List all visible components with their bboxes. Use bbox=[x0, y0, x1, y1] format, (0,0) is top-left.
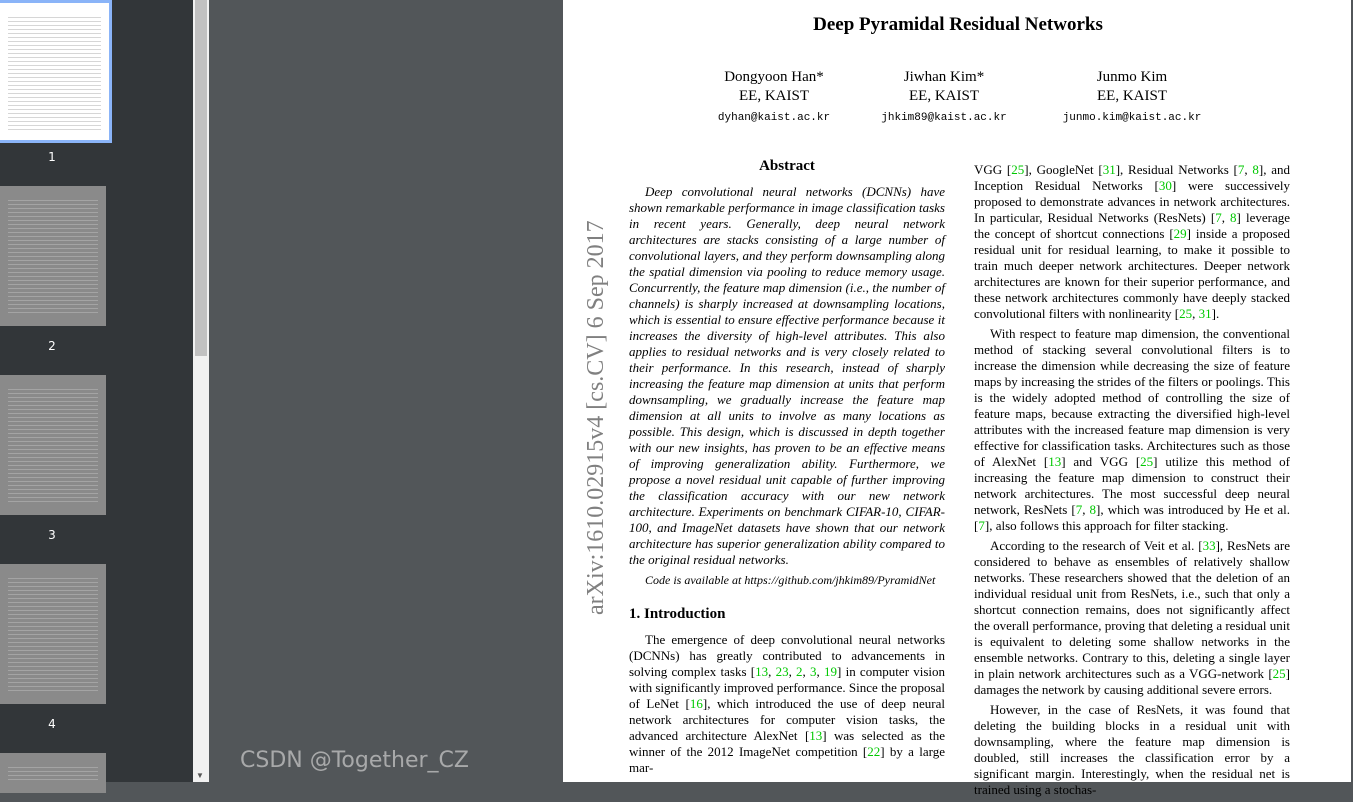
author-3 bbox=[1047, 68, 1217, 128]
citation-link[interactable]: 25 bbox=[1140, 454, 1154, 469]
citation-link[interactable]: 7 bbox=[1075, 502, 1083, 517]
watermark: CSDN @Together_CZ bbox=[240, 748, 469, 773]
paper-title: Deep Pyramidal Residual Networks bbox=[813, 14, 1103, 35]
author-email: jhkim89@kaist.ac.kr bbox=[881, 112, 1007, 124]
page-thumbnail-2[interactable] bbox=[0, 186, 106, 326]
author-name: Junmo Kim bbox=[1096, 69, 1168, 85]
citation-link[interactable]: 8 bbox=[1089, 502, 1097, 517]
left-column bbox=[629, 158, 945, 780]
sidebar-scrollbar[interactable] bbox=[193, 0, 209, 782]
citation-link[interactable]: 13 bbox=[1048, 454, 1062, 469]
page-thumbnail-3[interactable] bbox=[0, 375, 106, 515]
page-number-3: 3 bbox=[48, 528, 56, 542]
citation-link[interactable]: 25 bbox=[1179, 306, 1193, 321]
citation-link[interactable]: 25 bbox=[1011, 162, 1025, 177]
author-name: Dongyoon Han* bbox=[724, 69, 824, 85]
author-affiliation: EE, KAIST bbox=[909, 88, 979, 104]
citation-link[interactable]: 7 bbox=[1215, 210, 1222, 225]
citation-link[interactable]: 3 bbox=[810, 664, 817, 679]
pdf-page bbox=[563, 0, 1351, 797]
citation-link[interactable]: 25 bbox=[1272, 666, 1286, 681]
citation-link[interactable]: 8 bbox=[1252, 162, 1259, 177]
citation-link[interactable]: 16 bbox=[689, 696, 703, 711]
citation-link[interactable]: 31 bbox=[1102, 162, 1116, 177]
citation-link[interactable]: 13 bbox=[755, 664, 769, 679]
citation-link[interactable]: 13 bbox=[809, 728, 823, 743]
scrollbar-thumb[interactable] bbox=[195, 0, 207, 356]
citation-link[interactable]: 30 bbox=[1158, 178, 1172, 193]
introduction-heading: 1. Introduction bbox=[629, 606, 726, 622]
citation-link[interactable]: 7 bbox=[1237, 162, 1245, 177]
author-1 bbox=[689, 68, 859, 128]
code-note: Code is available at https://github.com/jhkim89/PyramidNet bbox=[645, 573, 936, 587]
paragraph: VGG [25], GoogleNet [31], Residual Networks [7, 8], and Inception Residual Networks [30] were successively proposed to demonstrate advances in network architectures. In particular, Residual Networks (ResNets) [7, 8] leverage the concept of shortcut connections [29] inside a proposed residual unit for residual learning, to make it possible to train much deeper network architectures. Deeper network architectures are known for their superior performance, and these network architectures commonly have deeply stacked convolutional filters with nonlinearity [25, 31]. bbox=[974, 162, 1291, 321]
page-number-4: 4 bbox=[48, 717, 56, 731]
citation-link[interactable]: 33 bbox=[1202, 538, 1216, 553]
citation-link[interactable]: 29 bbox=[1173, 226, 1187, 241]
author-name: Jiwhan Kim* bbox=[903, 69, 985, 85]
author-email: dyhan@kaist.ac.kr bbox=[717, 112, 831, 124]
page-thumbnail-4[interactable] bbox=[0, 564, 106, 704]
citation-link[interactable]: 23 bbox=[775, 664, 789, 679]
paragraph: According to the research of Veit et al. [33], ResNets are considered to behave as ensembles of relatively shallow networks. These researchers showed that the deletion of an individual residual unit from ResNets, i.e., such that only a shortcut connection remains, does not significantly affect the overall performance, proving that deleting a residual unit is equivalent to deleting some shallow networks in the ensemble networks. Contrary to this, deleting a single layer in plain network architectures such as a VGG-network [25] damages the network by causing additional severe errors. bbox=[974, 538, 1290, 697]
arxiv-stamp: arXiv:1610.02915v4 [cs.CV] 6 Sep 2017 bbox=[583, 220, 609, 615]
citation-link[interactable]: 7 bbox=[978, 518, 985, 533]
citation-link[interactable]: 22 bbox=[867, 744, 881, 759]
abstract-text: Deep convolutional neural networks (DCNNs) have shown remarkable performance in image classification tasks in recent years. Generally, deep neural network architectures are stacks consisting of a large number of convolutional layers, and they perform downsampling along the spatial dimension via pooling to reduce memory usage. Concurrently, the feature map dimension (i.e., the number of channels) is sharply increased at downsampling locations, which is essential to ensure effective performance because it increases the diversity of high-level attributes. This also applies to residual networks and is very closely related to their performance. In this research, instead of sharply increasing the feature map dimension at units that perform downsampling, we gradually increase the feature map dimension at all units to involve as many locations as possible. This design, which is discussed in depth together with our new insights, has proven to be an effective means of improving generalization ability. Furthermore, we propose a novel residual unit capable of further improving the classification accuracy with our new network architecture. Experiments on benchmark CIFAR-10, CIFAR-100, and ImageNet datasets have shown that our network architecture has superior generalization ability compared to the original residual networks. bbox=[629, 184, 945, 567]
page-number-1: 1 bbox=[48, 150, 56, 164]
paragraph: However, in the case of ResNets, it was found that deleting the building blocks in a residual unit with downsampling, where the feature map dimension is doubled, still increases the classification error by a significant margin. Interestingly, when the residual net is trained using a stochas- bbox=[974, 702, 1290, 797]
paragraph: The emergence of deep convolutional neural networks (DCNNs) has greatly contributed to advancements in solving complex tasks [13, 23, 2, 3, 19] in computer vision with significantly improved performance. Since the proposal of LeNet [16], which introduced the use of deep neural network architectures for computer vision tasks, the advanced architecture AlexNet [13] was selected as the winner of the 2012 ImageNet competition [22] by a large mar- bbox=[629, 632, 946, 775]
citation-link[interactable]: 19 bbox=[824, 664, 838, 679]
right-column bbox=[974, 162, 1290, 802]
citation-link[interactable]: 2 bbox=[796, 664, 803, 679]
page-thumbnail-5[interactable] bbox=[0, 753, 106, 793]
author-affiliation: EE, KAIST bbox=[1097, 88, 1167, 104]
scroll-down-arrow-icon[interactable]: ▼ bbox=[196, 771, 204, 780]
author-2 bbox=[859, 68, 1029, 128]
thumbnail-sidebar bbox=[0, 0, 193, 782]
abstract-heading: Abstract bbox=[759, 158, 815, 174]
page-number-2: 2 bbox=[48, 339, 56, 353]
citation-link[interactable]: 8 bbox=[1230, 210, 1237, 225]
citation-link[interactable]: 31 bbox=[1198, 306, 1212, 321]
author-affiliation: EE, KAIST bbox=[739, 88, 809, 104]
paragraph: With respect to feature map dimension, the conventional method of stacking several convolutional filters is to increase the dimension while decreasing the size of feature maps by increasing the strides of the filters or poolings. This is the widely adopted method of controlling the size of feature maps, because extracting the diversified high-level attributes with the increased feature map dimension is very effective for classification tasks. Architectures such as those of AlexNet [13] and VGG [25] utilize this method of increasing the feature map dimension to construct their network architectures. The most successful deep neural network, ResNets [7, 8], which was introduced by He et al. [7], also follows this approach for filter stacking. bbox=[974, 326, 1291, 533]
page-thumbnail-1[interactable] bbox=[0, 0, 112, 143]
author-email: junmo.kim@kaist.ac.kr bbox=[1062, 112, 1202, 124]
